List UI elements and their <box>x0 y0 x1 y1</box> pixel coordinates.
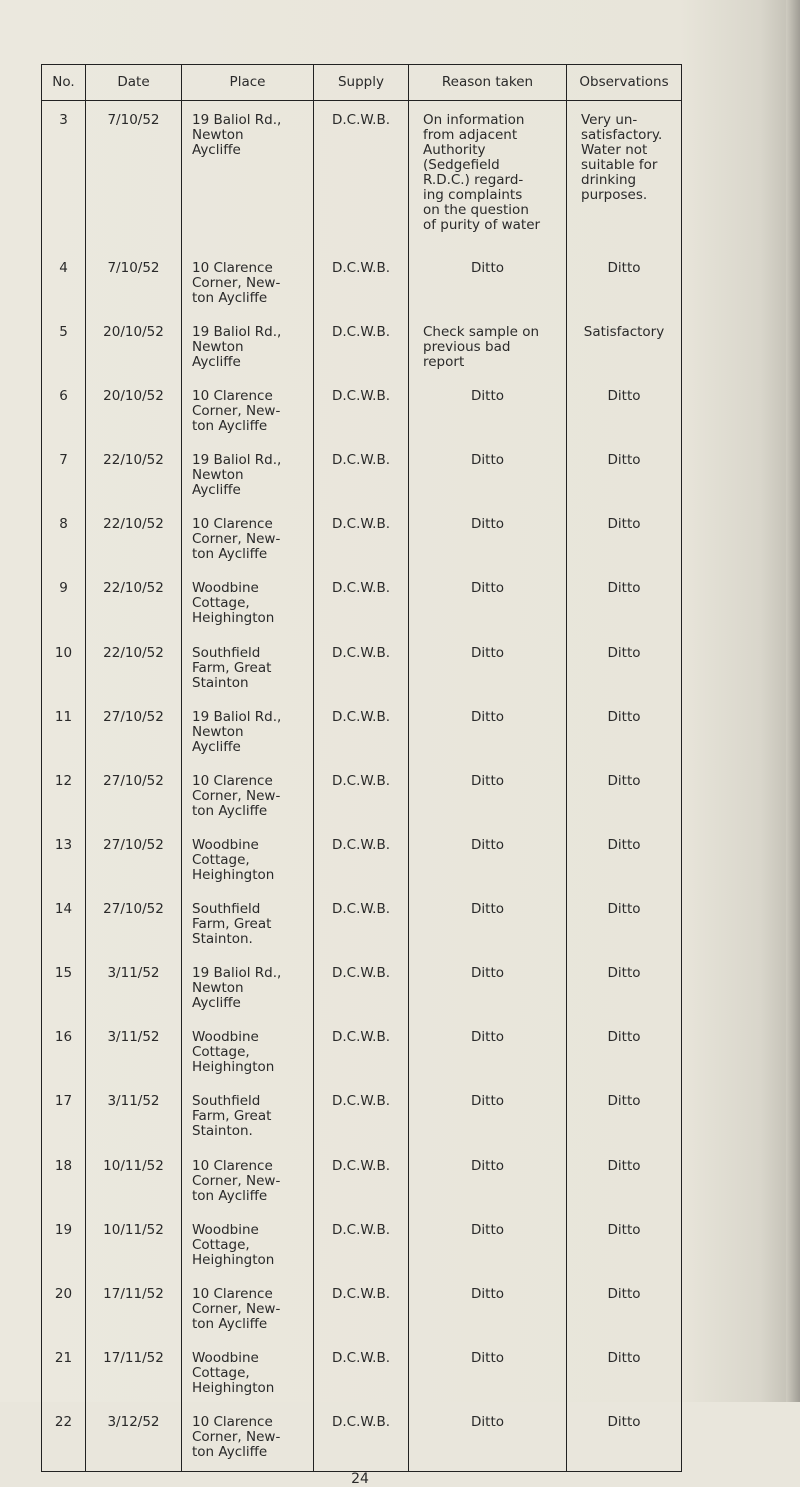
cell-no: 13 <box>42 830 86 894</box>
cell-observations: Ditto <box>567 702 682 766</box>
header-reason-taken: Reason taken <box>409 65 567 101</box>
table-row <box>42 1022 682 1086</box>
cell-no: 4 <box>42 253 86 317</box>
cell-observations: Ditto <box>567 638 682 702</box>
cell-place: 10 Clarence Corner, New- ton Aycliffe <box>182 509 314 573</box>
cell-reason: Ditto <box>409 830 567 894</box>
cell-reason: Ditto <box>409 1215 567 1279</box>
table-row <box>42 1407 682 1471</box>
cell-observations: Ditto <box>567 1022 682 1086</box>
table-row <box>42 958 682 1022</box>
cell-reason: Ditto <box>409 445 567 509</box>
cell-no: 3 <box>42 101 86 253</box>
cell-date: 22/10/52 <box>86 509 182 573</box>
table-row <box>42 894 682 958</box>
cell-no: 21 <box>42 1343 86 1407</box>
cell-no: 16 <box>42 1022 86 1086</box>
cell-observations: Satisfactory <box>567 317 682 381</box>
cell-place: 10 Clarence Corner, New- ton Aycliffe <box>182 1407 314 1471</box>
cell-place: 10 Clarence Corner, New- ton Aycliffe <box>182 381 314 445</box>
cell-date: 10/11/52 <box>86 1151 182 1215</box>
table-row <box>42 509 682 573</box>
cell-observations: Ditto <box>567 381 682 445</box>
cell-place: 19 Baliol Rd., Newton Aycliffe <box>182 958 314 1022</box>
cell-reason: On information from adjacent Authority (Sedgefield R.D.C.) regard- ing complaints on the question of purity of water <box>409 101 567 253</box>
table-row <box>42 445 682 509</box>
cell-supply: D.C.W.B. <box>314 101 409 253</box>
cell-no: 11 <box>42 702 86 766</box>
cell-observations: Ditto <box>567 830 682 894</box>
cell-reason: Ditto <box>409 1022 567 1086</box>
cell-observations: Ditto <box>567 1343 682 1407</box>
cell-no: 18 <box>42 1151 86 1215</box>
cell-place: Woodbine Cottage, Heighington <box>182 1215 314 1279</box>
cell-observations: Ditto <box>567 1279 682 1343</box>
cell-place: Southfield Farm, Great Stainton <box>182 638 314 702</box>
header-date: Date <box>86 65 182 101</box>
cell-reason: Check sample on previous bad report <box>409 317 567 381</box>
table-row <box>42 101 682 253</box>
cell-date: 27/10/52 <box>86 830 182 894</box>
cell-reason: Ditto <box>409 253 567 317</box>
cell-supply: D.C.W.B. <box>314 1215 409 1279</box>
cell-place: Woodbine Cottage, Heighington <box>182 1343 314 1407</box>
table-row <box>42 1343 682 1407</box>
cell-supply: D.C.W.B. <box>314 573 409 637</box>
cell-supply: D.C.W.B. <box>314 1279 409 1343</box>
cell-reason: Ditto <box>409 381 567 445</box>
header-place: Place <box>182 65 314 101</box>
cell-no: 9 <box>42 573 86 637</box>
page-edge-shadow <box>786 0 800 1402</box>
cell-place: 10 Clarence Corner, New- ton Aycliffe <box>182 1279 314 1343</box>
table-row <box>42 1151 682 1215</box>
header-supply: Supply <box>314 65 409 101</box>
cell-observations: Ditto <box>567 573 682 637</box>
cell-date: 20/10/52 <box>86 317 182 381</box>
cell-observations: Ditto <box>567 766 682 830</box>
water-sample-table <box>41 64 682 1472</box>
table-row <box>42 381 682 445</box>
cell-supply: D.C.W.B. <box>314 958 409 1022</box>
cell-observations: Ditto <box>567 445 682 509</box>
cell-supply: D.C.W.B. <box>314 1151 409 1215</box>
cell-date: 7/10/52 <box>86 253 182 317</box>
cell-observations: Ditto <box>567 509 682 573</box>
cell-no: 7 <box>42 445 86 509</box>
header-no: No. <box>42 65 86 101</box>
cell-no: 15 <box>42 958 86 1022</box>
cell-date: 3/12/52 <box>86 1407 182 1471</box>
cell-no: 8 <box>42 509 86 573</box>
cell-date: 10/11/52 <box>86 1215 182 1279</box>
cell-date: 3/11/52 <box>86 958 182 1022</box>
cell-place: 19 Baliol Rd., Newton Aycliffe <box>182 101 314 253</box>
cell-place: Woodbine Cottage, Heighington <box>182 1022 314 1086</box>
cell-no: 17 <box>42 1086 86 1150</box>
header-observations: Observations <box>567 65 682 101</box>
page-number: 24 <box>351 1471 369 1487</box>
cell-reason: Ditto <box>409 1151 567 1215</box>
cell-date: 3/11/52 <box>86 1022 182 1086</box>
cell-date: 17/11/52 <box>86 1343 182 1407</box>
cell-supply: D.C.W.B. <box>314 509 409 573</box>
cell-place: 19 Baliol Rd., Newton Aycliffe <box>182 702 314 766</box>
cell-no: 10 <box>42 638 86 702</box>
cell-place: Woodbine Cottage, Heighington <box>182 573 314 637</box>
cell-place: Woodbine Cottage, Heighington <box>182 830 314 894</box>
cell-place: 10 Clarence Corner, New- ton Aycliffe <box>182 253 314 317</box>
cell-supply: D.C.W.B. <box>314 766 409 830</box>
cell-observations: Ditto <box>567 1215 682 1279</box>
cell-supply: D.C.W.B. <box>314 253 409 317</box>
cell-reason: Ditto <box>409 894 567 958</box>
table-row <box>42 638 682 702</box>
cell-no: 20 <box>42 1279 86 1343</box>
cell-date: 27/10/52 <box>86 894 182 958</box>
cell-date: 7/10/52 <box>86 101 182 253</box>
cell-no: 6 <box>42 381 86 445</box>
table-row <box>42 573 682 637</box>
table-body <box>42 101 682 1472</box>
cell-reason: Ditto <box>409 1086 567 1150</box>
cell-place: 19 Baliol Rd., Newton Aycliffe <box>182 317 314 381</box>
cell-reason: Ditto <box>409 702 567 766</box>
cell-reason: Ditto <box>409 1279 567 1343</box>
cell-supply: D.C.W.B. <box>314 702 409 766</box>
cell-observations: Very un- satisfactory. Water not suitable for drinking purposes. <box>567 101 682 253</box>
cell-place: Southfield Farm, Great Stainton. <box>182 894 314 958</box>
cell-observations: Ditto <box>567 253 682 317</box>
cell-reason: Ditto <box>409 766 567 830</box>
cell-date: 27/10/52 <box>86 766 182 830</box>
cell-supply: D.C.W.B. <box>314 1022 409 1086</box>
cell-date: 20/10/52 <box>86 381 182 445</box>
cell-observations: Ditto <box>567 958 682 1022</box>
cell-reason: Ditto <box>409 509 567 573</box>
cell-reason: Ditto <box>409 638 567 702</box>
cell-date: 3/11/52 <box>86 1086 182 1150</box>
cell-supply: D.C.W.B. <box>314 445 409 509</box>
cell-place: 10 Clarence Corner, New- ton Aycliffe <box>182 766 314 830</box>
cell-observations: Ditto <box>567 1407 682 1471</box>
cell-observations: Ditto <box>567 1086 682 1150</box>
cell-supply: D.C.W.B. <box>314 317 409 381</box>
cell-reason: Ditto <box>409 1343 567 1407</box>
table-header-row <box>42 65 682 101</box>
cell-supply: D.C.W.B. <box>314 894 409 958</box>
cell-supply: D.C.W.B. <box>314 381 409 445</box>
cell-no: 22 <box>42 1407 86 1471</box>
table-row <box>42 766 682 830</box>
cell-date: 27/10/52 <box>86 702 182 766</box>
table-row <box>42 1086 682 1150</box>
cell-place: Southfield Farm, Great Stainton. <box>182 1086 314 1150</box>
cell-supply: D.C.W.B. <box>314 1343 409 1407</box>
cell-place: 10 Clarence Corner, New- ton Aycliffe <box>182 1151 314 1215</box>
table-row <box>42 830 682 894</box>
cell-supply: D.C.W.B. <box>314 638 409 702</box>
cell-reason: Ditto <box>409 573 567 637</box>
cell-reason: Ditto <box>409 958 567 1022</box>
cell-no: 12 <box>42 766 86 830</box>
cell-place: 19 Baliol Rd., Newton Aycliffe <box>182 445 314 509</box>
table-row <box>42 702 682 766</box>
cell-supply: D.C.W.B. <box>314 1086 409 1150</box>
cell-no: 5 <box>42 317 86 381</box>
table-row <box>42 317 682 381</box>
table-row <box>42 253 682 317</box>
cell-observations: Ditto <box>567 1151 682 1215</box>
cell-date: 22/10/52 <box>86 445 182 509</box>
cell-no: 19 <box>42 1215 86 1279</box>
table-row <box>42 1215 682 1279</box>
cell-reason: Ditto <box>409 1407 567 1471</box>
table-row <box>42 1279 682 1343</box>
cell-observations: Ditto <box>567 894 682 958</box>
cell-supply: D.C.W.B. <box>314 1407 409 1471</box>
cell-supply: D.C.W.B. <box>314 830 409 894</box>
cell-date: 17/11/52 <box>86 1279 182 1343</box>
cell-date: 22/10/52 <box>86 573 182 637</box>
cell-no: 14 <box>42 894 86 958</box>
cell-date: 22/10/52 <box>86 638 182 702</box>
